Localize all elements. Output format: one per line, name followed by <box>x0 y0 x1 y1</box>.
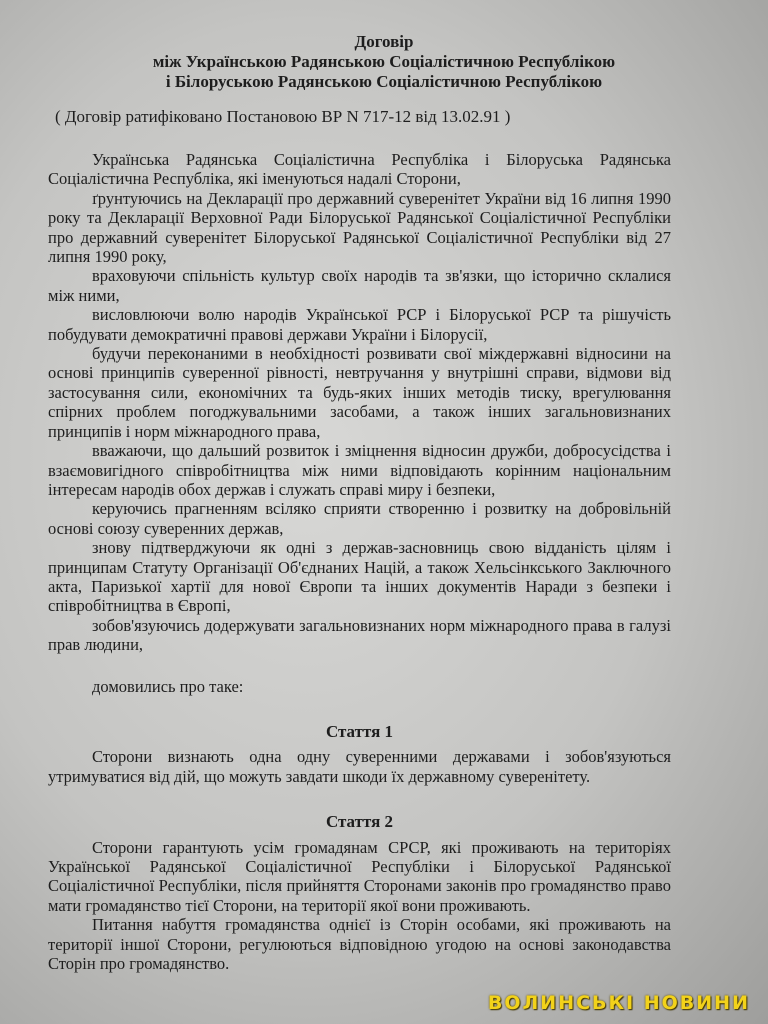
preamble-paragraph: ґрунтуючись на Декларації про державний суверенітет України від 16 липня 1990 року та Декларації Верховної Ради Білоруської Радянської Соціалістичної Республіки про державний суверенітет Білоруської Радянської Соціалістичної Республіки від 27 липня 1990 року, <box>48 188 671 267</box>
watermark-logo: ВОЛИНСЬКІ НОВИНИ <box>487 992 750 1014</box>
article-2-paragraph: Питання набуття громадянства однієї із Сторін особами, які проживають на території іншої Сторони, регулюються відповідною угодою на основі законодавства Сторін про громадянство. <box>48 915 671 974</box>
preamble-paragraph: Українська Радянська Соціалістична Республіка і Білоруська Радянська Соціалістична Республіка, які іменуються надалі Сторони, <box>48 150 671 189</box>
preamble-paragraph: керуючись прагненням всіляко сприяти створенню і розвитку на добровільній основі союзу суверенних держав, <box>48 499 671 538</box>
document-subtitle-1: між Українською Радянською Соціалістичною Республікою <box>152 52 616 71</box>
article-2-paragraph: Сторони гарантують усім громадянам СРСР, які проживають на територіях Української Радянської Соціалістичної Республіки і Білоруської Радянської Соціалістичної Республіки, після прийняття Сторонами законів про громадянство право мати громадянство тієї Сторони, на території якої вони проживають. <box>48 837 671 915</box>
agreed-statement: домовились про таке: <box>92 676 244 696</box>
document-body <box>48 150 671 973</box>
preamble-paragraph: враховуючи спільність культур своїх народів та зв'язки, що історично склалися між ними, <box>48 266 671 305</box>
preamble-paragraph: знову підтверджуючи як одні з держав-засновниць свою відданість цілям і принципам Статуту Організації Об'єднаних Націй, а також Хельсінкського Заключного акта, Паризької хартії для нової Європи та інших документів Наради з безпеки і співробітництва в Європі, <box>48 538 671 616</box>
document-title: Договір <box>354 32 414 51</box>
article-1-heading: Стаття 1 <box>325 721 394 741</box>
preamble-paragraph: висловлюючи волю народів Української РСР і Білоруської РСР та рішучість побудувати демократичні правові держави України і Білорусії, <box>48 305 671 344</box>
preamble-paragraph: зобов'язуючись додержувати загальновизнаних норм міжнародного права в галузі прав людини, <box>48 615 671 655</box>
ratification-note: ( Договір ратифіковано Постановою ВР N 717-12 від 13.02.91 ) <box>55 107 511 126</box>
article-1-paragraph: Сторони визнають одна одну суверенними державами і зобов'язуються утримуватися від дій, що можуть завдати шкоди їх державному суверенітету. <box>48 747 671 786</box>
preamble-paragraph: вважаючи, що дальший розвиток і зміцнення відносин дружби, добросусідства і взаємовигідного співробітництва між ними відповідають корінним національним інтересам народів обох держав і служать справі миру і безпеки, <box>48 441 671 499</box>
preamble-paragraph: будучи переконаними в необхідності розвивати свої міждержавні відносини на основі принципів суверенної рівності, невтручання у внутрішні справи, відмови від застосування сили, економічних та будь-яких інших методів тиску, врегулювання спірних проблем погоджувальними засобами, а також інших загальновизнаних принципів і норм міжнародного права, <box>48 344 671 441</box>
document-subtitle-2: і Білоруською Радянською Соціалістичною Республікою <box>165 72 603 91</box>
article-2-heading: Стаття 2 <box>325 812 394 832</box>
